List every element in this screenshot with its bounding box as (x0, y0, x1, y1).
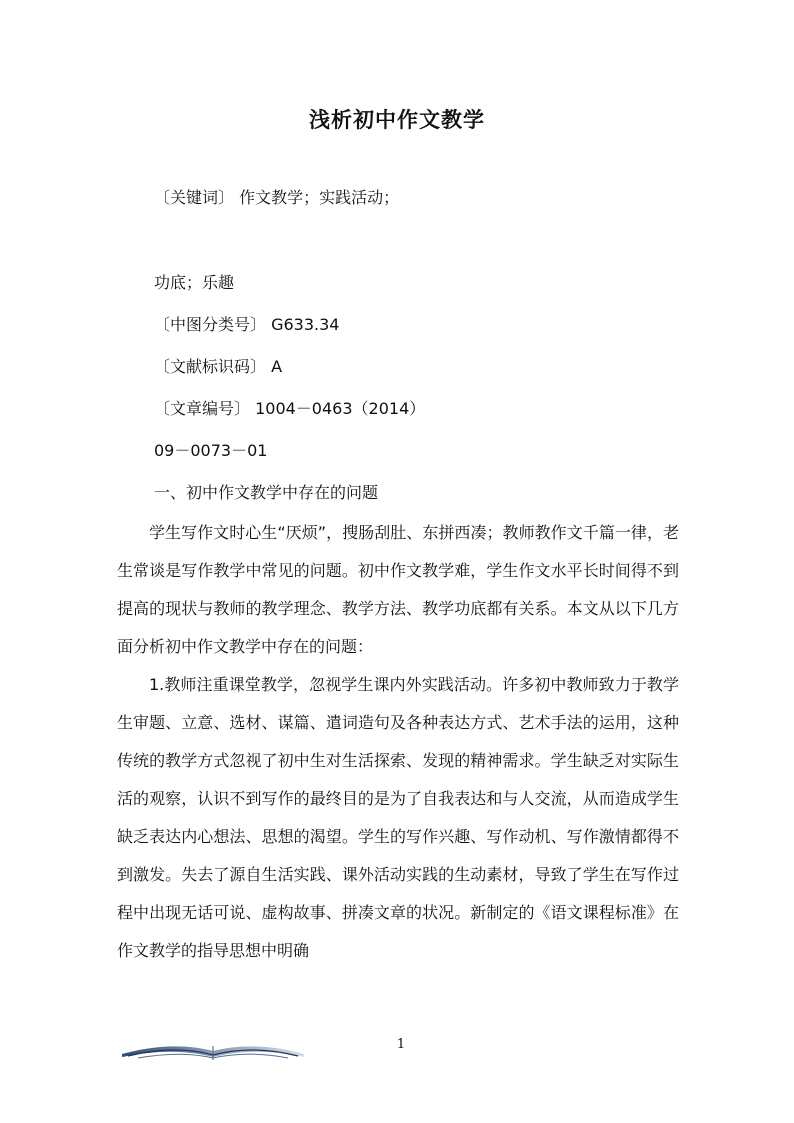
article-number-line: 〔文章编号〕 1004－0463（2014） (154, 399, 426, 418)
document-title: 浅析初中作文教学 (309, 108, 485, 132)
classification-line: 〔中图分类号〕 G633.34 (154, 315, 340, 334)
keywords-line: 〔关键词〕 作文教学；实践活动； (154, 188, 400, 207)
section-heading: 一、初中作文教学中存在的问题 (154, 483, 379, 502)
open-book-icon (118, 1036, 308, 1062)
paragraph-point-one: 1.教师注重课堂教学，忽视学生课内外实践活动。许多初中教师致力于教学生审题、立意、选材、谋篇、遣词造句及各种表达方式、艺术手法的运用，这种传统的教学方式忽视了初中生对生活探索、发现的精神需求。学生缺乏对实际生活的观察，认识不到写作的最终目的是为了自我表达和与人交流，从而造成学生缺乏表达内心想法、思想的渴望。学生的写作兴趣、写作动机、写作激情都得不到激发。失去了源自生活实践、课外活动实践的生动素材，导致了学生在写作过程中出现无话可说、虚构故事、拼凑文章的状况。新制定的《语文课程标准》在作文教学的指导思想中明确 (117, 675, 679, 960)
paragraph-intro: 学生写作文时心生“厌烦”，搜肠刮肚、东拼西凑；教师教作文千篇一律，老生常谈是写作教学中常见的问题。初中作文教学难，学生作文水平长时间得不到提高的现状与教师的教学理念、教学方法、教学功底都有关系。本文从以下几方面分析初中作文教学中存在的问题： (117, 523, 679, 656)
keywords-continuation: 功底；乐趣 (154, 273, 235, 292)
document-code-line: 〔文献标识码〕 A (154, 357, 283, 376)
page-number: 1 (396, 1037, 406, 1052)
article-number-continuation: 09－0073－01 (154, 441, 268, 460)
